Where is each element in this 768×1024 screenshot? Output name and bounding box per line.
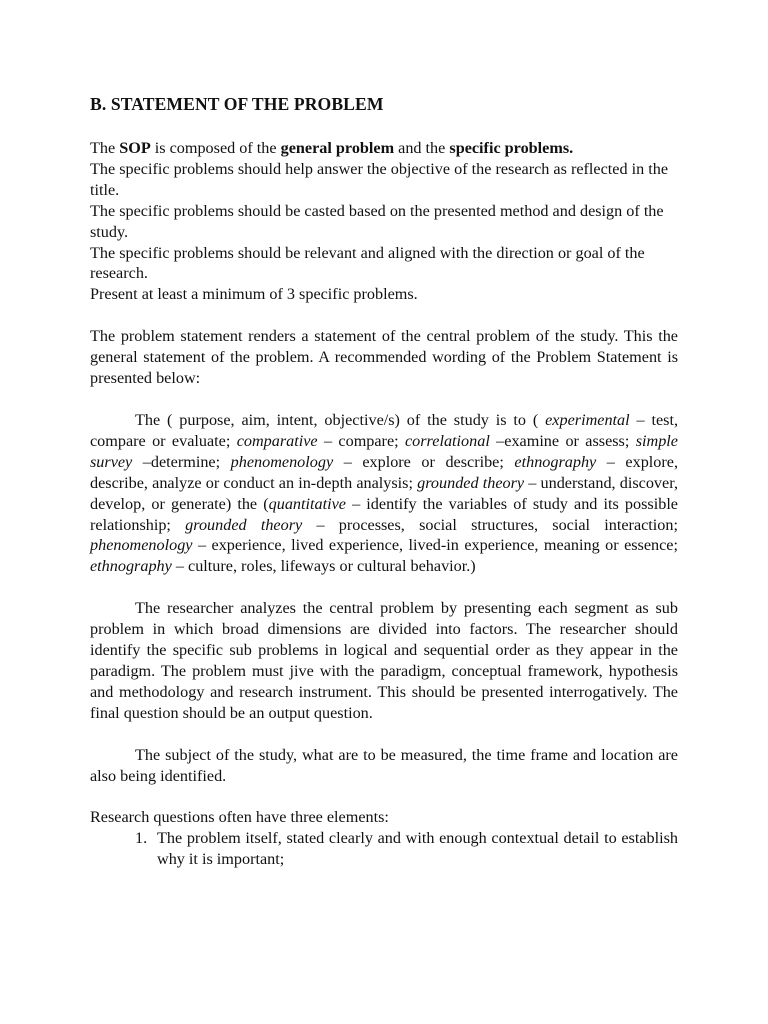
italic-term: correlational (404, 431, 490, 450)
problem-statement-paragraph: The problem statement renders a statement of the central problem of the study. This the general statement of the problem. A recommended wording of the Problem Statement is presented below: (90, 327, 678, 388)
italic-term: grounded theory (185, 515, 303, 534)
italic-term: simple survey (90, 431, 678, 471)
text-run: The ( purpose, aim, intent, objective/s) of the study is to ( (135, 410, 546, 429)
list-item (90, 828, 678, 870)
list-item-text: The problem itself, stated clearly and with enough contextual detail to establish why it is important; (157, 829, 678, 869)
researcher-paragraph: The researcher analyzes the central problem by presenting each segment as sub problem in which broad dimensions are divided into factors. The researcher should identify the specific sub problems in logical and sequential order as they appear in the paradigm. The problem must jive with the paradigm, conceptual framework, hypothesis and methodology and research instrument. This should be presented interrogatively. The final question should be an output question. (90, 599, 678, 722)
elements-list (90, 828, 678, 870)
text-run: – explore or describe; (333, 452, 515, 471)
text-run: – explore, describe, analyze or conduct an in-depth analysis; (90, 452, 679, 492)
text-run: – understand, discover, develop, or generate) the ( (90, 473, 678, 513)
specific-problems-bold: specific problems. (449, 139, 574, 157)
italic-term: ethnography (90, 557, 172, 576)
italic-term: comparative (236, 431, 318, 450)
text-run: –determine; (132, 452, 231, 471)
list-item-number: 1. (135, 829, 148, 848)
italic-term: quantitative (268, 494, 346, 513)
text-run: – experience, lived experience, lived-in experience, meaning or essence; (192, 536, 678, 555)
italic-term: phenomenology (90, 536, 193, 555)
intro-line-sop (90, 138, 678, 159)
text-run: – processes, social structures, social interaction; (302, 515, 678, 534)
text-run: The (90, 139, 120, 157)
intro-block (90, 138, 678, 305)
text-run: is composed of the (150, 139, 281, 157)
intro-line-method: The specific problems should be casted based on the presented method and design of the study. (90, 201, 664, 241)
subject-paragraph: The subject of the study, what are to be measured, the time frame and location are also being identified. (90, 745, 678, 785)
intro-line-objective: The specific problems should help answer the objective of the research as reflected in the title. (90, 159, 669, 199)
italic-term: ethnography (514, 452, 597, 471)
text-run: – culture, roles, lifeways or cultural behavior.) (171, 557, 476, 576)
template-paragraph (90, 410, 678, 577)
elements-lead: Research questions often have three elements: (90, 808, 389, 827)
italic-term: phenomenology (230, 452, 334, 471)
italic-term: grounded theory (417, 473, 525, 492)
text-run: – identify the variables of study and its possible relationship; (90, 494, 678, 534)
intro-line-relevant: The specific problems should be relevant and aligned with the direction or goal of the research. (90, 243, 645, 283)
general-problem-bold: general problem (280, 139, 395, 157)
document-page (90, 92, 678, 870)
italic-term: experimental (545, 410, 630, 429)
section-heading: B. STATEMENT OF THE PROBLEM (90, 94, 384, 114)
text-run: – compare; (317, 431, 405, 450)
intro-line-minimum: Present at least a minimum of 3 specific problems. (90, 285, 418, 304)
text-run: –examine or assess; (489, 431, 636, 450)
text-run: – test, compare or evaluate; (90, 410, 678, 450)
text-run: and the (394, 139, 450, 157)
research-elements (90, 807, 678, 870)
sop-bold: SOP (119, 139, 151, 157)
